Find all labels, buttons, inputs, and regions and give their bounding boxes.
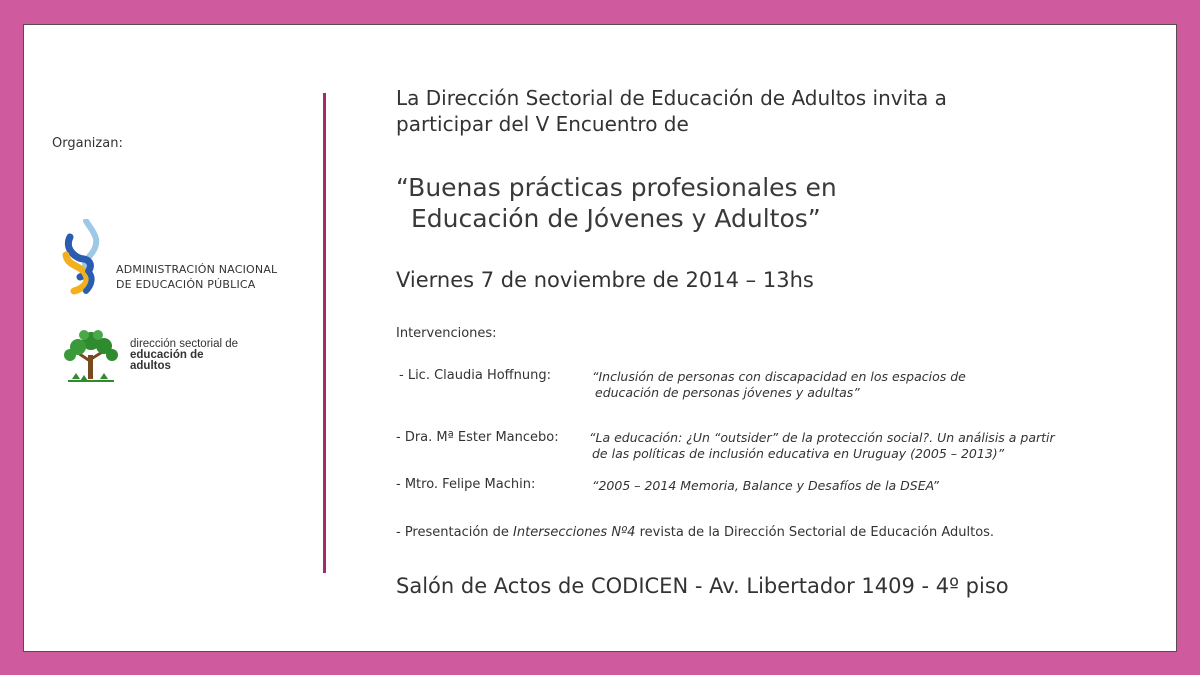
dsea-logo	[60, 329, 290, 393]
topic	[592, 369, 966, 401]
topic-line-2: educación de personas jóvenes y adultas”	[595, 385, 860, 400]
topic-line-2: de las políticas de inclusión educativa en Uruguay (2005 – 2013)”	[592, 446, 1005, 461]
magazine-title: Intersecciones Nº4	[513, 525, 636, 540]
event-title	[396, 172, 837, 234]
anep-emblem-icon	[62, 219, 112, 295]
event-title-line-1: “Buenas prácticas profesionales en	[396, 173, 837, 202]
topic	[589, 430, 1055, 462]
tree-icon	[60, 329, 122, 387]
topic-line-1: “Inclusión de personas con discapacidad en los espacios de	[592, 369, 966, 384]
speaker: - Dra. Mª Ester Mancebo:	[396, 430, 559, 445]
anep-name-line1: ADMINISTRACIÓN NACIONAL	[116, 263, 278, 276]
presentation-prefix: - Presentación de	[396, 525, 514, 540]
presentation-line	[396, 525, 994, 540]
dsea-name-line3: adultos	[130, 360, 171, 372]
organizers-label: Organizan:	[52, 136, 123, 151]
interventions-label: Intervenciones:	[396, 326, 497, 341]
topic-line-1: “La educación: ¿Un “outsider” de la protección social?. Un análisis a partir	[589, 430, 1055, 445]
event-title-line-2: Educación de Jóvenes y Adultos”	[411, 204, 821, 233]
topic	[592, 478, 939, 494]
event-date: Viernes 7 de noviembre de 2014 – 13hs	[396, 268, 814, 292]
vertical-divider	[323, 93, 326, 573]
invitation-card	[23, 24, 1177, 652]
intro-text	[396, 85, 947, 137]
presentation-suffix: revista de la Dirección Sectorial de Educación Adultos.	[635, 525, 995, 540]
dsea-name-line1: dirección sectorial de	[130, 338, 239, 350]
speaker: - Mtro. Felipe Machin:	[396, 477, 536, 492]
topic-line-1: “2005 – 2014 Memoria, Balance y Desafíos de la DSEA”	[592, 478, 940, 493]
intro-line-1: La Dirección Sectorial de Educación de Adultos invita a	[396, 86, 947, 110]
dsea-name-line2: educación de	[130, 349, 204, 361]
anep-logo	[62, 219, 322, 295]
intro-line-2: participar del V Encuentro de	[396, 112, 689, 136]
anep-name-line2: DE EDUCACIÓN PÚBLICA	[116, 278, 256, 291]
event-venue: Salón de Actos de CODICEN - Av. Libertador 1409 - 4º piso	[396, 574, 1009, 598]
speaker: - Lic. Claudia Hoffnung:	[399, 368, 551, 383]
